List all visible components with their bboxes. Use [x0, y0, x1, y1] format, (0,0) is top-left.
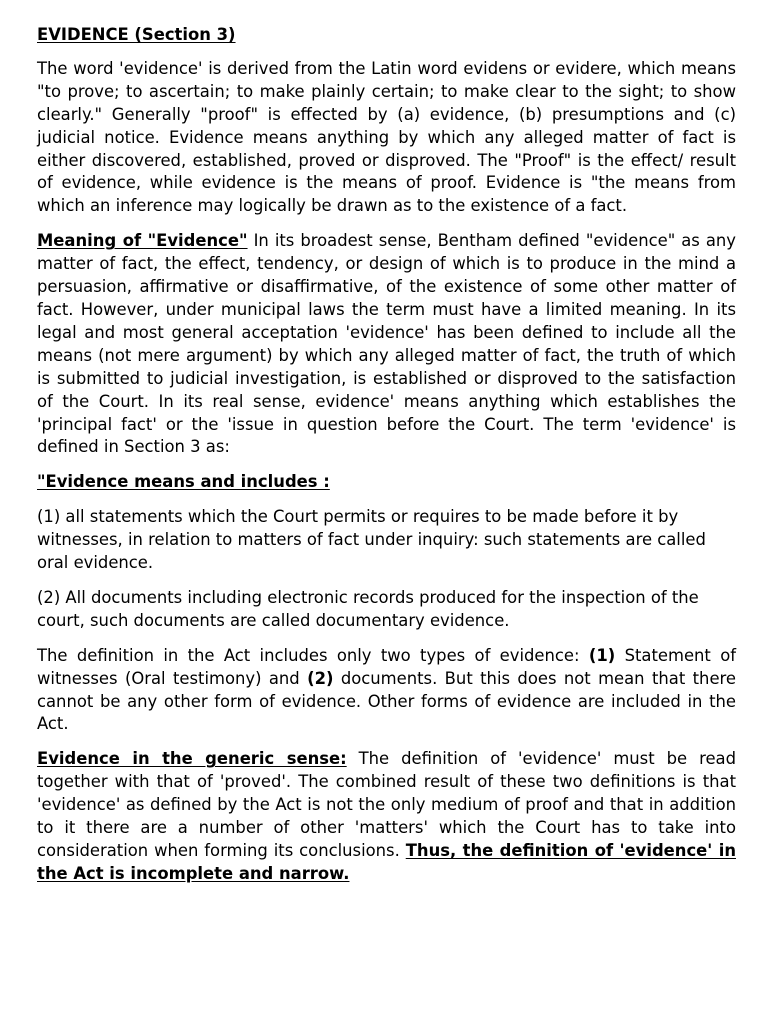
- paragraph-meaning: [37, 230, 736, 459]
- generic-heading: Evidence in the generic sense:: [37, 749, 347, 769]
- includes-heading: "Evidence means and includes :: [37, 472, 330, 492]
- definition-text-1: The definition in the Act includes only two types of evidence:: [37, 645, 589, 665]
- definition-text-3: documents. But this does not mean that there cannot be any other form of evidence. Other forms of evidence are included in the Act.: [37, 668, 736, 734]
- list-item-documentary: (2) All documents including electronic records produced for the inspection of the court, such documents are called documentary evidence.: [37, 587, 699, 630]
- definition-number-1: (1): [588, 645, 616, 665]
- definition-text-2: Statement of witnesses (Oral testimony) and: [37, 645, 736, 688]
- generic-conclusion: Thus, the definition of 'evidence' in the Act is incomplete and narrow.: [37, 841, 736, 883]
- meaning-text: In its broadest sense, Bentham defined "evidence" as any matter of fact, the effect, tendency, or design of which is to produce in the mind a persuasion, affirmative or disaffirmative, of the existence of some other matter of fact. However, under municipal laws the term must have a limited meaning. In its legal and most general acceptation 'evidence' has been defined to include all the means (not mere argument) by which any alleged matter of fact, the truth of which is submitted to judicial investigation, is established or disproved to the satisfaction of the Court. In its real sense, evidence' means anything which establishes the 'principal fact' or the 'issue in question before the Court. The term 'evidence' is defined in Section 3 as:: [37, 231, 736, 457]
- includes-heading-paragraph: [37, 471, 736, 494]
- definition-number-2: (2): [307, 668, 334, 688]
- meaning-heading: Meaning of "Evidence": [37, 231, 248, 251]
- paragraph-origin: The word 'evidence' is derived from the Latin word evidens or evidere, which means "to prove; to ascertain; to make plainly certain; to make clear to the sight; to show clearly." Generally "proof" is effected by (a) evidence, (b) presumptions and (c) judicial notice. Evidence means anything by which any alleged matter of fact is either discovered, established, proved or disproved. The "Proof" is the effect/ result of evidence, while evidence is the means of proof. Evidence is "the means from which an inference may logically be drawn as to the existence of a fact.: [37, 58, 736, 216]
- paragraph-definition: [37, 645, 736, 737]
- paragraph-generic: [37, 748, 736, 885]
- title-text: EVIDENCE (Section 3): [37, 25, 236, 44]
- generic-text: The definition of 'evidence' must be read together with that of 'proved'. The combined result of these two definitions is that 'evidence' as defined by the Act is not the only medium of proof and that in addition to it there are a number of other 'matters' which the Court has to take into consideration when forming its conclusions.: [37, 749, 736, 860]
- list-item-oral: (1) all statements which the Court permits or requires to be made before it by witnesses, in relation to matters of fact under inquiry: such statements are called oral evidence.: [37, 507, 706, 573]
- document-title: [37, 24, 736, 47]
